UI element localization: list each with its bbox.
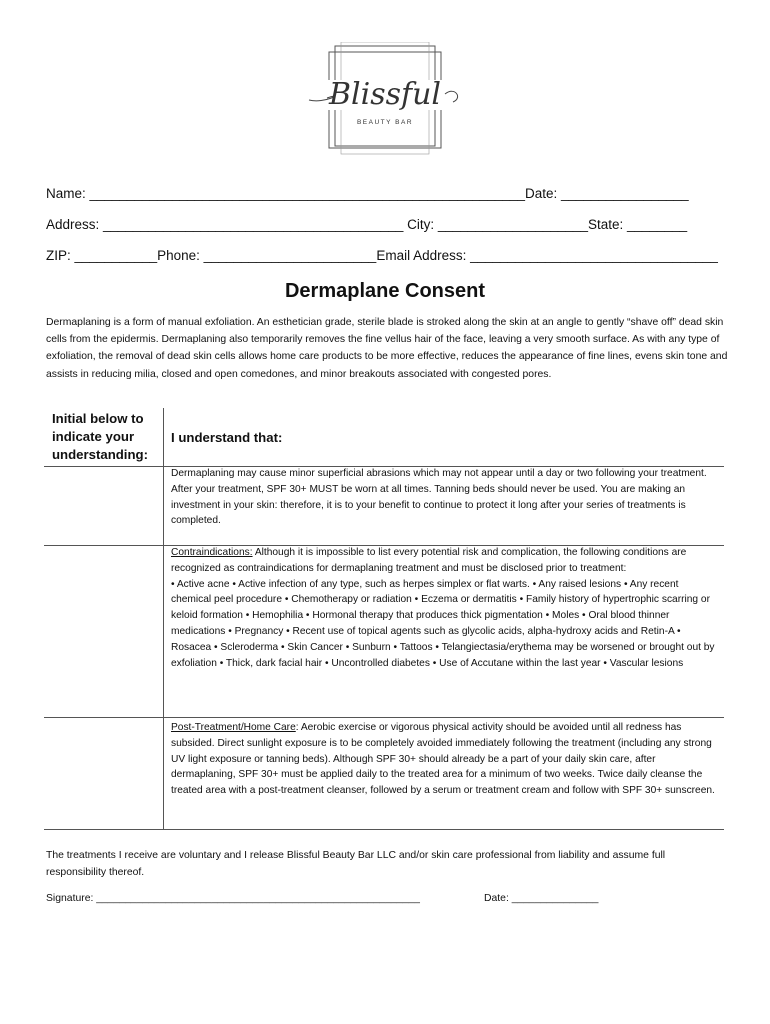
signature-date-field[interactable]: Date: _______________ (484, 893, 599, 904)
consent-row-post-treatment (171, 720, 719, 799)
signature-field[interactable]: Signature: ________________________________________________________ (46, 893, 420, 904)
contraindications-text: Although it is impossible to list every potential risk and complication, the following conditions are recognized as contraindications for dermaplaning treatment and must be disclosed prior to treatment: (171, 547, 687, 574)
consent-row-contraindications (171, 545, 719, 671)
zip-phone-email-field[interactable]: ZIP: ___________Phone: _______________________Email Address: _________________________________ (46, 248, 718, 263)
initial-box-1[interactable] (44, 467, 163, 545)
initial-column-header: Initial below to indicate your understanding: (52, 411, 148, 462)
release-statement: The treatments I receive are voluntary and I release Blissful Beauty Bar LLC and/or skin care professional from liability and assume full responsibility thereof. (46, 850, 666, 878)
contraindications-list: • Active acne • Active infection of any type, such as herpes simplex or flat warts. • Any raised lesions • Any recent chemical peel procedure • Chemotherapy or radiation • Eczema or dermatitis • Family history of hypertrophic scarring or keloid formation • Hemophilia • Hormonal therapy that produces thick pigmentation • Moles • Oral blood thinner medications • Pregnancy • Recent use of topical agents such as glycolic acids, alpha-hydroxy acids and Retin-A • Rosacea • Scleroderma • Skin Cancer • Sunburn • Tattoos • Telangiectasia/erythema may be worsened or brought out by exfoliation • Thick, dark facial hair • Uncontrolled diabetes • Use of Accutane within the last year • Vascular lesions (171, 578, 715, 669)
contraindications-heading: Contraindications: (171, 547, 253, 558)
name-date-field[interactable]: Name: __________________________________________________________Date: _________________ (46, 186, 689, 201)
post-treatment-text: : Aerobic exercise or vigorous physical activity should be avoided until all redness has subsided. Direct sunlight exposure is to be completely avoided immediately following the treatment (including any strong UV light exposure or tanning beds). Although SPF 30+ should already be a part of your daily skin care, after dermaplaning, SPF 30+ must be applied daily to the treated area for a minimum of two weeks. Twice daily cleanse the treated area with a post-treatment cleanser, followed by a serum or treatment cream and follow with SPF 30+ sunscreen. (171, 722, 715, 797)
table-divider (163, 408, 164, 830)
initial-box-3[interactable] (44, 718, 163, 829)
logo-script-text: Blissful (328, 77, 442, 112)
blissful-logo (305, 42, 465, 162)
consent-row-spf: Dermaplaning may cause minor superficial abrasions which may not appear until a day or two following your treatment. After your treatment, SPF 30+ MUST be worn at all times. Tanning beds should never be used. You are making an investment in your skin: therefore, it is to your benefit to continue to protect it long after your series of treatments is completed. (171, 468, 707, 527)
post-treatment-heading: Post-Treatment/Home Care (171, 722, 296, 733)
understand-column-header: I understand that: (171, 430, 283, 445)
logo-sub-text: BEAUTY BAR (356, 119, 414, 126)
address-city-state-field[interactable]: Address: ________________________________________ City: ____________________State: ________ (46, 217, 688, 232)
table-row-line (44, 829, 724, 830)
intro-paragraph: Dermaplaning is a form of manual exfoliation. An esthetician grade, sterile blade is stroked along the skin at an angle to gently “shave off” dead skin cells from the epidermis. Dermaplaning also temporarily removes the fine vellus hair of the face, leaving a very smooth surface. As with any type of exfoliation, the removal of dead skin cells allows home care products to be more effective, reduces the appearance of fine lines, evens skin tone and assists in reducing milia, closed and open comedones, and minor breakouts associated with congested pores. (46, 317, 728, 380)
page-title: Dermaplane Consent (284, 280, 486, 302)
initial-box-2[interactable] (44, 546, 163, 717)
